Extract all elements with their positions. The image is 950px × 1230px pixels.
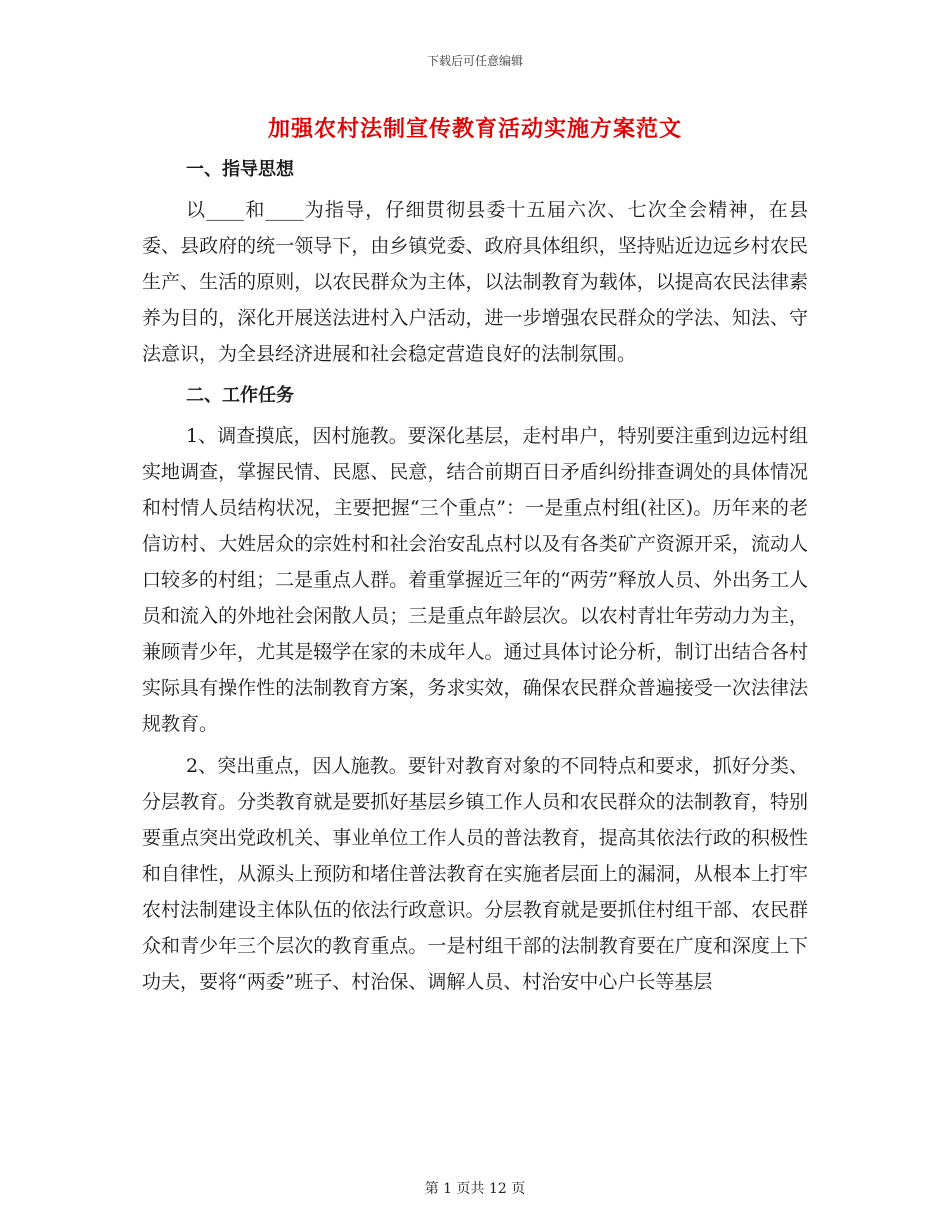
- paragraph-guiding-ideology: 以____和____为指导，仔细贯彻县委十五届六次、七次全会精神，在县委、县政府的统一领导下，由乡镇党委、政府具体组织，坚持贴近边远乡村农民生产、生活的原则，以农民群众为主体，以法制教育为载体，以提高农民法律素养为目的，深化开展送法进村入户活动，进一步增强农民群众的学法、知法、守法意识，为全县经济进展和社会稳定营造良好的法制氛围。: [142, 199, 808, 365]
- document-title: 加强农村法制宣传教育活动实施方案范文: [267, 116, 682, 142]
- header-note: 下载后可任意编辑: [426, 54, 523, 68]
- paragraph-task-1: 1、调查摸底，因村施教。要深化基层，走村串户，特别要注重到边远村组实地调查，掌握民情、民愿、民意，结合前期百日矛盾纠纷排查调处的具体情况和村情人员结构状况，主要把握“三个重点”：一是重点村组(社区)。历年来的老信访村、大姓居众的宗姓村和社会治安乱点村以及有各类矿产资源开采，流动人口较多的村组；二是重点人群。着重掌握近三年的“两劳”释放人员、外出务工人员和流入的外地社会闲散人员；三是重点年龄层次。以农村青壮年劳动力为主，兼顾青少年，尤其是辍学在家的未成年人。通过具体讨论分析，制订出结合各村实际具有操作性的法制教育方案，务求实效，确保农民群众普遍接受一次法律法规教育。: [142, 425, 808, 735]
- section-heading-guiding-ideology: 一、指导思想: [186, 159, 294, 180]
- document-body: [142, 150, 808, 1006]
- page-footer: 第 1 页共 12 页: [424, 1181, 526, 1197]
- section-heading-work-tasks: 二、工作任务: [186, 385, 294, 406]
- paragraph-task-2: 2、突出重点，因人施教。要针对教育对象的不同特点和要求，抓好分类、分层教育。分类教育就是要抓好基层乡镇工作人员和农民群众的法制教育，特别要重点突出党政机关、事业单位工作人员的普法教育，提高其依法行政的积极性和自律性，从源头上预防和堵住普法教育在实施者层面上的漏洞，从根本上打牢农村法制建设主体队伍的依法行政意识。分层教育就是要抓住村组干部、农民群众和青少年三个层次的教育重点。一是村组干部的法制教育要在广度和深度上下功夫，要将“两委”班子、村治保、调解人员、村治安中心户长等基层: [142, 755, 808, 993]
